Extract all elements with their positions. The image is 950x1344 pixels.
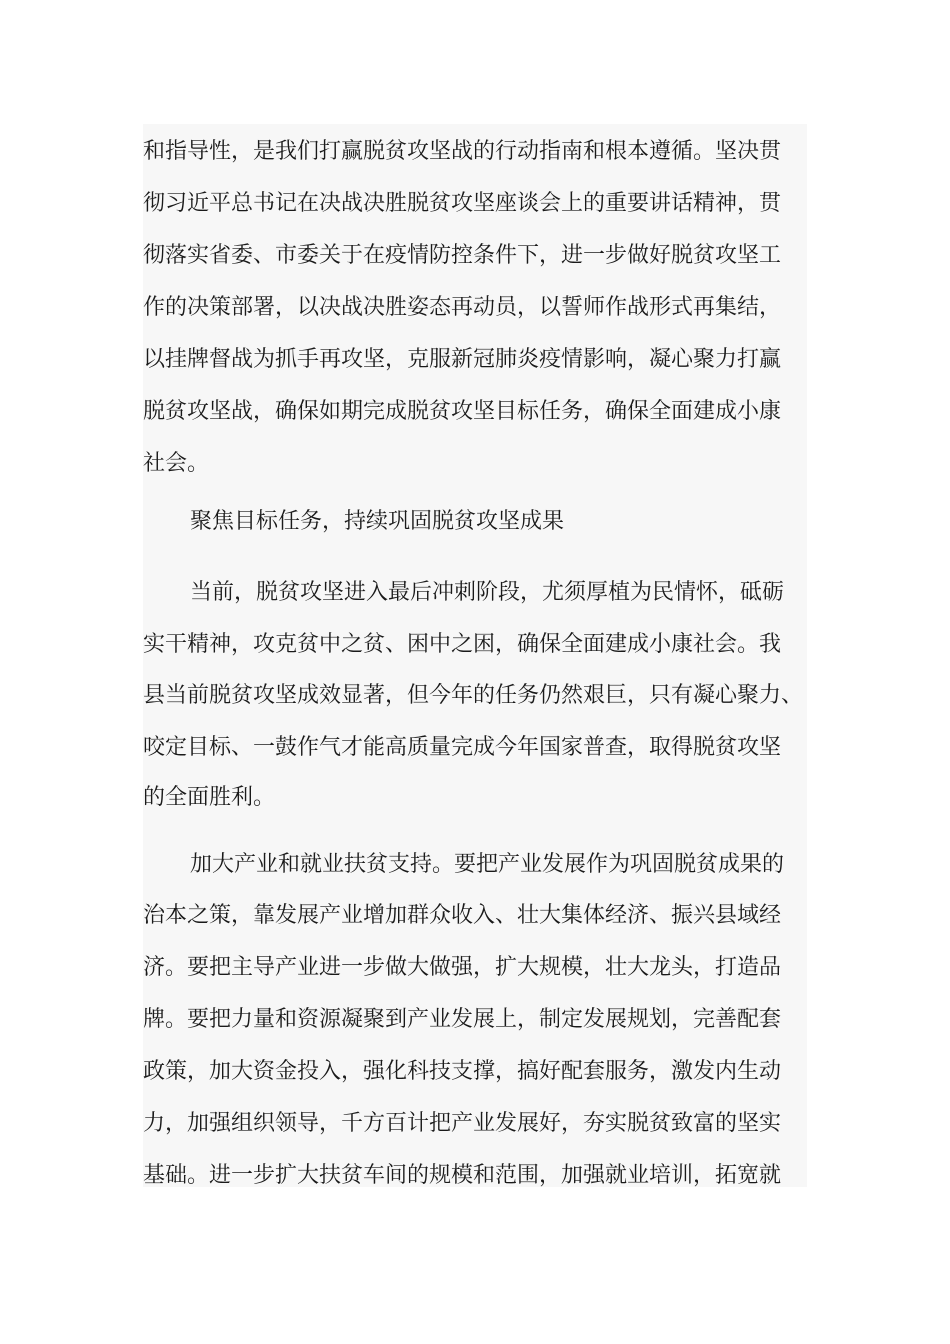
paragraph-line: 彻习近平总书记在决战决胜脱贫攻坚座谈会上的重要讲话精神，贯 xyxy=(143,191,782,216)
paragraph-line: 作的决策部署，以决战决胜姿态再动员，以誓师作战形式再集结， xyxy=(143,295,782,320)
paragraph-line: 加大产业和就业扶贫支持。要把产业发展作为巩固脱贫成果的 xyxy=(190,852,785,877)
paragraph-line: 实干精神，攻克贫中之贫、困中之困，确保全面建成小康社会。我 xyxy=(143,632,782,657)
paragraph-line: 政策，加大资金投入，强化科技支撑，搞好配套服务，激发内生动 xyxy=(143,1059,782,1084)
paragraph-line: 当前，脱贫攻坚进入最后冲刺阶段，尤须厚植为民情怀，砥砺 xyxy=(190,580,785,605)
paragraph-line: 脱贫攻坚战，确保如期完成脱贫攻坚目标任务，确保全面建成小康 xyxy=(143,399,782,424)
paragraph-line: 治本之策，靠发展产业增加群众收入、壮大集体经济、振兴县域经 xyxy=(143,903,782,928)
paragraph-line: 的全面胜利。 xyxy=(143,785,276,810)
paragraph-line: 县当前脱贫攻坚成效显著，但今年的任务仍然艰巨，只有凝心聚力、 xyxy=(143,683,804,708)
paragraph-line: 力，加强组织领导，千方百计把产业发展好，夯实脱贫致富的坚实 xyxy=(143,1111,782,1136)
section-heading: 聚焦目标任务，持续巩固脱贫攻坚成果 xyxy=(190,509,565,534)
paragraph-line: 和指导性，是我们打赢脱贫攻坚战的行动指南和根本遵循。坚决贯 xyxy=(143,139,782,164)
paragraph-line: 牌。要把力量和资源凝聚到产业发展上，制定发展规划，完善配套 xyxy=(143,1007,782,1032)
paragraph-line: 基础。进一步扩大扶贫车间的规模和范围，加强就业培训，拓宽就 xyxy=(143,1163,782,1188)
paragraph-line: 济。要把主导产业进一步做大做强，扩大规模，壮大龙头，打造品 xyxy=(143,955,782,980)
paragraph-line: 以挂牌督战为抓手再攻坚，克服新冠肺炎疫情影响，凝心聚力打赢 xyxy=(143,347,782,372)
paragraph-line: 彻落实省委、市委关于在疫情防控条件下，进一步做好脱贫攻坚工 xyxy=(143,243,782,268)
paragraph-line: 社会。 xyxy=(143,451,210,476)
paragraph-line: 咬定目标、一鼓作气才能高质量完成今年国家普查，取得脱贫攻坚 xyxy=(143,735,782,760)
